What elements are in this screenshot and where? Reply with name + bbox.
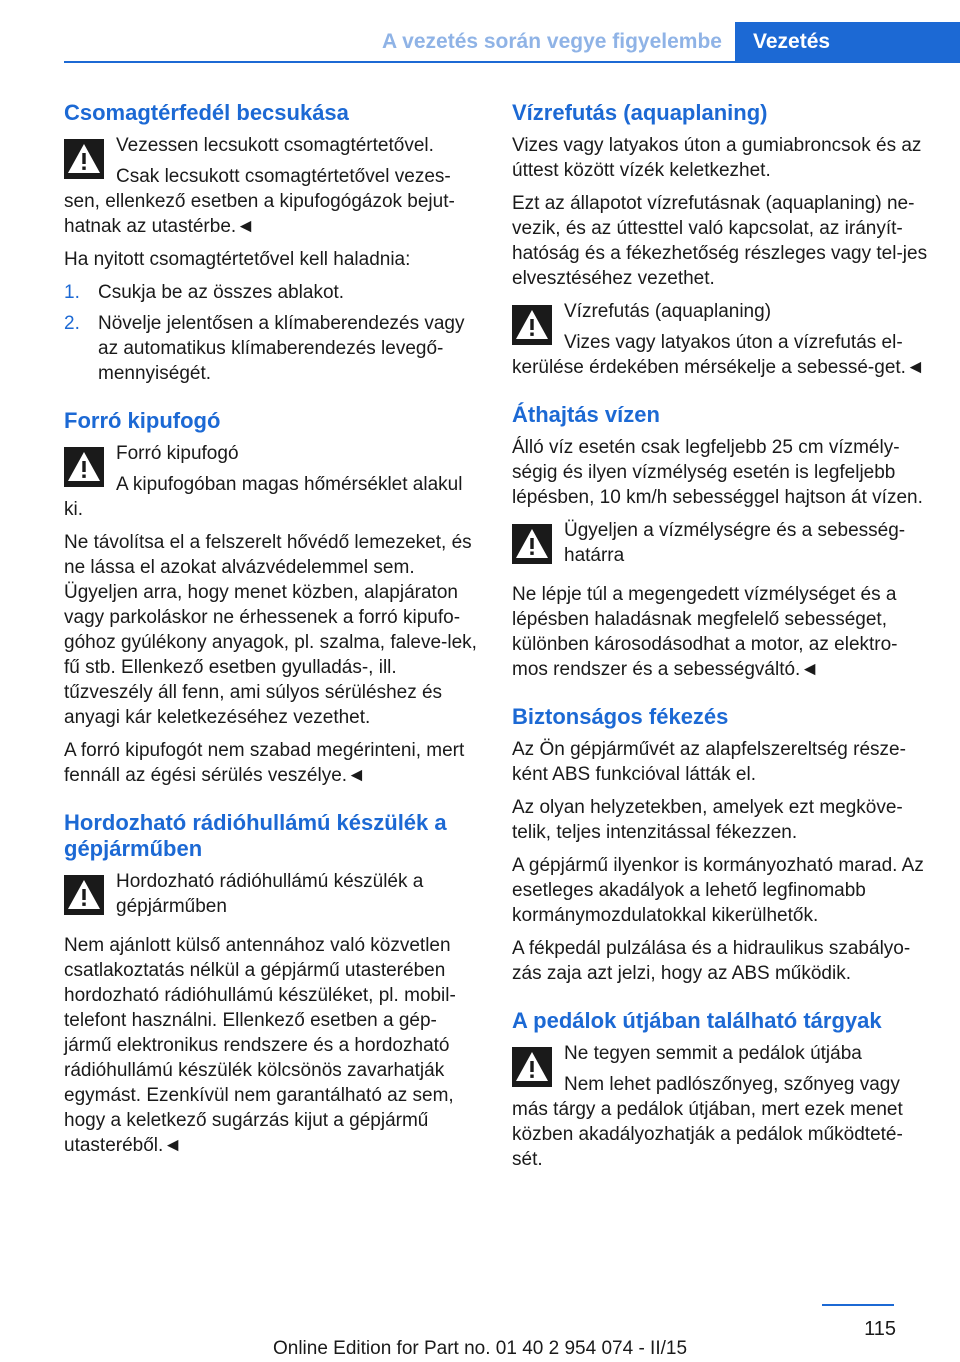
section-hot-exhaust	[64, 408, 484, 788]
paragraph: Ne lépje túl a megengedett vízmélységet és a lépésben haladásnak megfelelő sebességet, különben károsodásodhat a motor, az elektro-mos rendszer és a sebességváltó.◄	[512, 584, 898, 680]
paragraph: Nem ajánlott külső antennához való közvetlen csatlakoztatás nélkül a gépjármű utasterében hordozható rádióhullámú készüléket, pl. mobil-telefont használni. Ellenkező esetben a gép-jármű elektronikus rendszere és a hordozható rádióhullámú készülék kölcsönös zavarhatják egymást. Ezenkívül nem garantálható az sem, hogy a keletkező sugárzás kijut a gépjármű utasteréből.◄	[64, 935, 456, 1156]
section-heading: Vízrefutás (aquaplaning)	[512, 100, 768, 125]
steps-list	[64, 280, 484, 386]
warning-title: Forró kipufogó	[116, 443, 239, 464]
section-heading: Áthajtás vízen	[512, 402, 660, 427]
section-heading: Forró kipufogó	[64, 408, 221, 433]
warning-text: Nem lehet padlószőnyeg, szőnyeg vagy más tárgy a pedálok útjában, mert ezek menet közben akadályozhatják a pedálok működteté-sét.	[512, 1074, 903, 1170]
warning-block	[512, 1041, 932, 1172]
warning-icon	[64, 875, 104, 915]
right-column	[512, 100, 932, 1180]
section-water-crossing	[512, 402, 932, 682]
header-section-title: A vezetés során vegye figyelembe	[381, 30, 722, 53]
step-number: 1.	[64, 282, 80, 303]
warning-block	[64, 869, 484, 925]
paragraph: A gépjármű ilyenkor is kormányozható marad. Az esetleges akadályok a lehető legfinomabb kormánymozdulatokkal kikerülhetők.	[512, 855, 924, 926]
page-number: 115	[864, 1318, 896, 1340]
header-chapter-tab: Vezetés	[735, 22, 960, 62]
footer-rule	[822, 1304, 894, 1306]
step-number: 2.	[64, 313, 80, 334]
warning-icon	[512, 1047, 552, 1087]
section-radio-device	[64, 810, 484, 1158]
left-column	[64, 100, 484, 1166]
section-heading: Csomagtérfedél becsukása	[64, 100, 349, 125]
warning-icon	[64, 447, 104, 487]
section-heading: A pedálok útjában található tárgyak	[512, 1008, 882, 1033]
warning-title: Vízrefutás (aquaplaning)	[564, 301, 772, 322]
warning-block	[64, 441, 484, 522]
section-heading: Hordozható rádióhullámú készülék a gépjárműben	[64, 810, 447, 861]
warning-title: Ne tegyen semmit a pedálok útjába	[564, 1043, 862, 1064]
paragraph: Álló víz esetén csak legfeljebb 25 cm vízmély-ségig és ilyen vízmélység esetén is legfeljebb lépésben, 10 km/h sebességgel hajtson át vízen.	[512, 437, 923, 508]
warning-text: Csak lecsukott csomagtértetővel vezes-sen, ellenkező esetben a kipufogógázok bejut-hatnak az utastérbe.◄	[64, 166, 455, 237]
warning-block	[512, 518, 932, 574]
list-item	[64, 311, 484, 386]
warning-title: Hordozható rádióhullámú készülék a gépjárműben	[116, 871, 424, 917]
step-text: Növelje jelentősen a klímaberendezés vagy az automatikus klímaberendezés levegő-mennyiségét.	[98, 313, 465, 384]
paragraph: Az olyan helyzetekben, amelyek ezt megköve-telik, teljes intenzitással fékezzen.	[512, 797, 903, 843]
section-pedal-obstacles	[512, 1008, 932, 1172]
warning-block	[64, 133, 484, 239]
page-header	[0, 0, 960, 62]
step-text: Csukja be az összes ablakot.	[98, 282, 345, 303]
warning-icon	[512, 524, 552, 564]
warning-title: Vezessen lecsukott csomagtértetővel.	[116, 135, 434, 156]
paragraph: Ezt az állapotot vízrefutásnak (aquaplaning) ne-vezik, és az úttesttel való kapcsolat, az irányít-hatóság és a fékezhetőség részleges vagy tel-jes elvesztéséhez vezethet.	[512, 193, 928, 289]
warning-title: Ügyeljen a vízmélységre és a sebesség-határra	[564, 520, 906, 566]
paragraph: A forró kipufogót nem szabad megérinteni, mert fennáll az égési sérülés veszélye.◄	[64, 740, 465, 786]
paragraph: Az Ön gépjárművét az alapfelszereltség része-ként ABS funkcióval látták el.	[512, 739, 906, 785]
section-aquaplaning	[512, 100, 932, 380]
warning-block	[512, 299, 932, 380]
paragraph: A fékpedál pulzálása és a hidraulikus szabályo-zás zaja azt jelzi, hogy az ABS működik.	[512, 938, 911, 984]
list-item	[64, 280, 484, 305]
paragraph: Ha nyitott csomagtértetővel kell haladnia:	[64, 249, 411, 270]
warning-text: A kipufogóban magas hőmérséklet alakul ki.	[64, 474, 463, 520]
section-safe-braking	[512, 704, 932, 986]
warning-text: Vizes vagy latyakos úton a vízrefutás el-kerülése érdekében mérsékelje a sebessé-get.◄	[512, 332, 925, 378]
section-trunk-lid	[64, 100, 484, 386]
paragraph: Ne távolítsa el a felszerelt hővédő lemezeket, és ne lássa el azokat alvázvédelemmel sem. Ügyeljen arra, hogy menet közben, alapjáraton vagy parkoláskor ne érhessenek a forró kipufo-góhoz gyúlékony anyagok, pl. szalma, faleve-lek, fű stb. Ellenkező esetben gyulladás-, ill. tűzveszély áll fenn, ami súlyos sérüléshez és anyagi kár keletkezéséhez vezethet.	[64, 532, 477, 728]
header-rule	[64, 61, 960, 63]
section-heading: Biztonságos fékezés	[512, 704, 729, 729]
edition-note: Online Edition for Part no. 01 40 2 954 074 - II/15	[272, 1338, 688, 1359]
warning-icon	[512, 305, 552, 345]
warning-icon	[64, 139, 104, 179]
paragraph: Vizes vagy latyakos úton a gumiabroncsok és az úttest között vízék keletkezhet.	[512, 135, 922, 181]
